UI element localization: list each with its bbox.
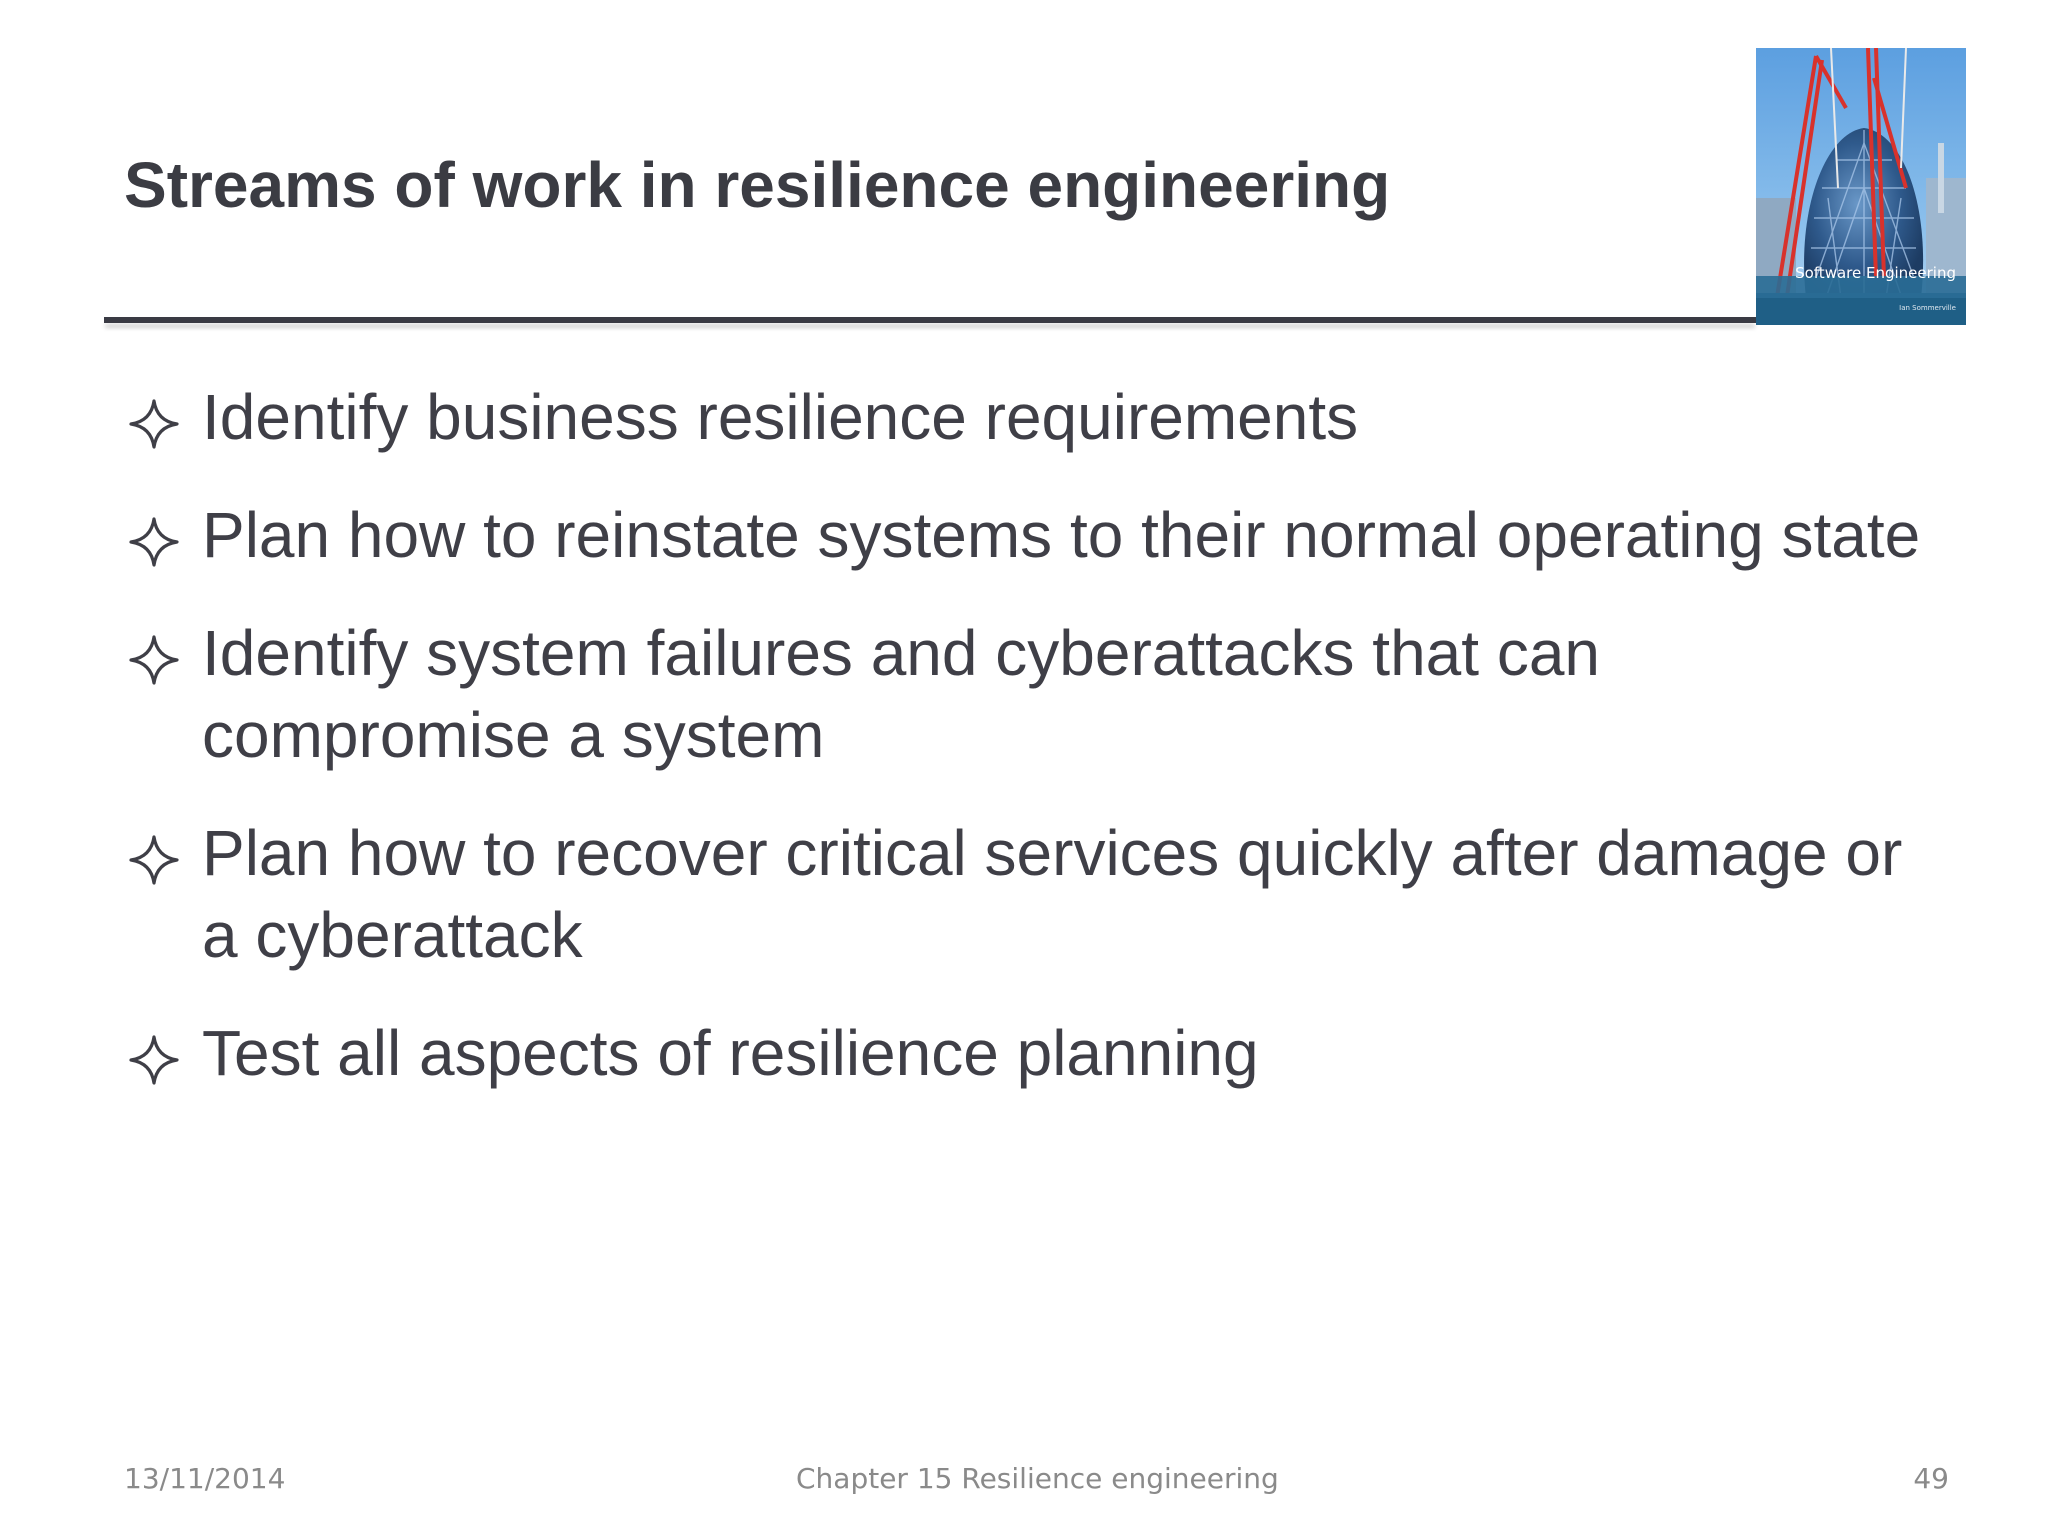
bullet-item: [128, 612, 1928, 776]
cover-author: Ian Sommerville: [1899, 304, 1956, 312]
bullet-list: [128, 376, 1928, 1130]
bullet-item: [128, 812, 1928, 976]
bullet-text: Identify system failures and cyberattacks that can compromise a system: [202, 617, 1600, 771]
four-point-star-icon: [128, 516, 180, 568]
four-point-star-icon: [128, 834, 180, 886]
bullet-text: Test all aspects of resilience planning: [202, 1017, 1259, 1089]
footer-chapter: Chapter 15 Resilience engineering: [796, 1462, 1279, 1495]
bullet-item: [128, 494, 1928, 576]
bullet-text: Identify business resilience requirements: [202, 381, 1359, 453]
book-cover-image: [1756, 48, 1966, 325]
cover-title: Software Engineering: [1795, 264, 1956, 282]
footer-date: 13/11/2014: [124, 1462, 286, 1495]
title-divider: [104, 317, 1756, 323]
slide-title: Streams of work in resilience engineering: [124, 149, 1391, 221]
four-point-star-icon: [128, 634, 180, 686]
four-point-star-icon: [128, 1034, 180, 1086]
bullet-text: Plan how to recover critical services quickly after damage or a cyberattack: [202, 817, 1903, 971]
four-point-star-icon: [128, 398, 180, 450]
bullet-item: [128, 376, 1928, 458]
bullet-text: Plan how to reinstate systems to their normal operating state: [202, 499, 1921, 571]
bullet-item: [128, 1012, 1928, 1094]
page-number: 49: [1913, 1462, 1949, 1495]
